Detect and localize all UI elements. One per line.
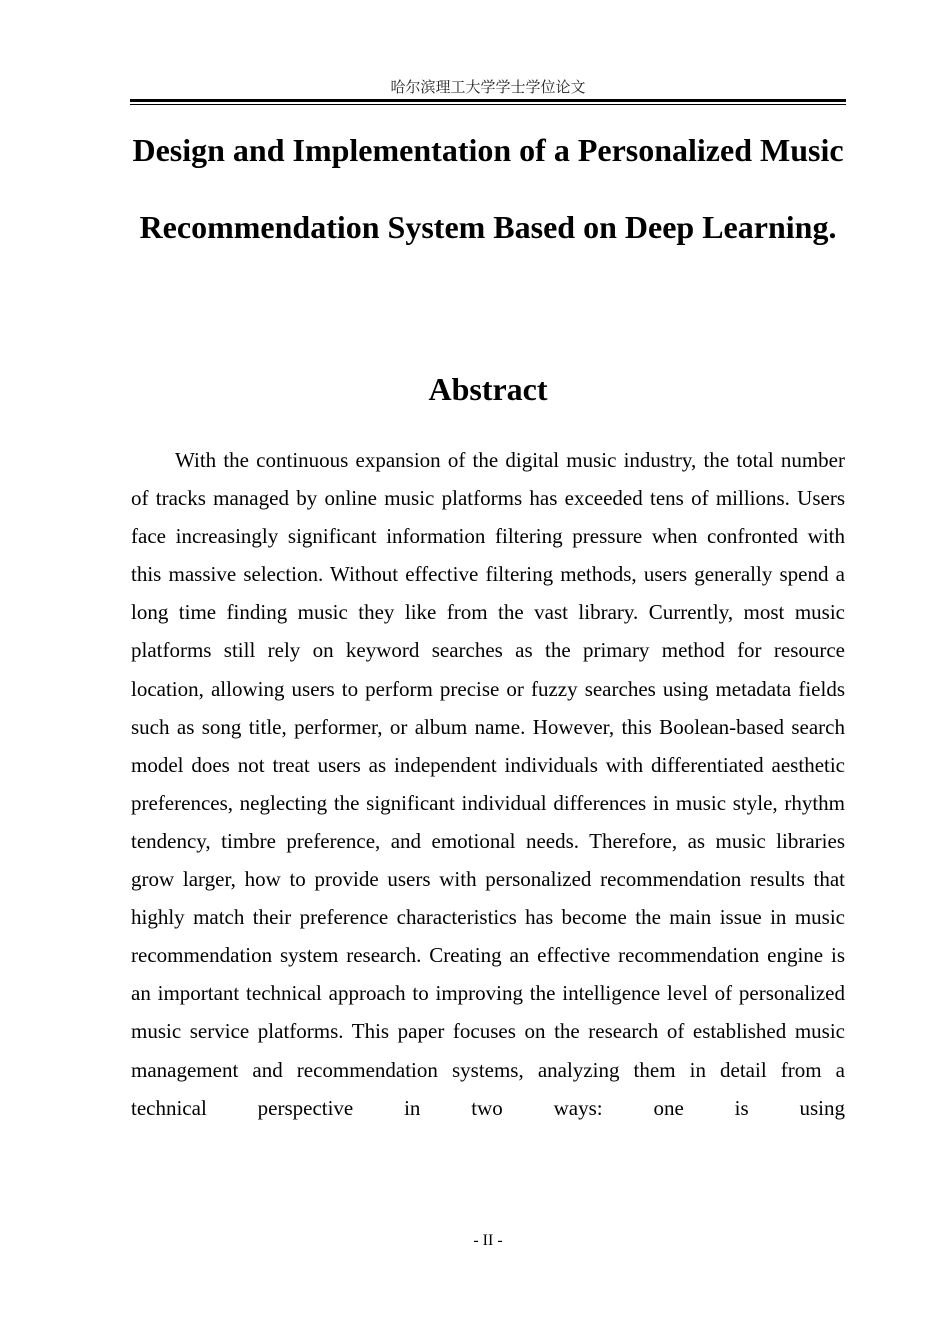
page-number: - II - [473, 1232, 503, 1249]
thesis-title: Design and Implementation of a Personalized Music Recommendation System Based on Deep Learning. [132, 132, 844, 245]
header-rule-thin [130, 104, 846, 105]
abstract-heading: Abstract [428, 371, 548, 407]
abstract-paragraph: With the continuous expansion of the digital music industry, the total number of tracks managed by online music platforms has exceeded tens of millions. Users face increasingly significant information filtering pressure when confronted with this massive selection. Without effective filtering methods, users generally spend a long time finding music they like from the vast library. Currently, most music platforms still rely on keyword searches as the primary method for resource location, allowing users to perform precise or fuzzy searches using metadata fields such as song title, performer, or album name. However, this Boolean-based search model does not treat users as independent individuals with differentiated aesthetic preferences, neglecting the significant individual differences in music style, rhythm tendency, timbre preference, and emotional needs. Therefore, as music libraries grow larger, how to provide users with personalized recommendation results that highly match their preference characteristics has become the main issue in music recommendation system research. Creating an effective recommendation engine is an important technical approach to improving the intelligence level of personalized music service platforms. This paper focuses on the research of established music management and recommendation systems, analyzing them in detail from a technical perspective in two ways: one is using [131, 448, 845, 1120]
running-header: 哈尔滨理工大学学士学位论文 [390, 78, 586, 96]
header-rule-thick [130, 99, 846, 102]
